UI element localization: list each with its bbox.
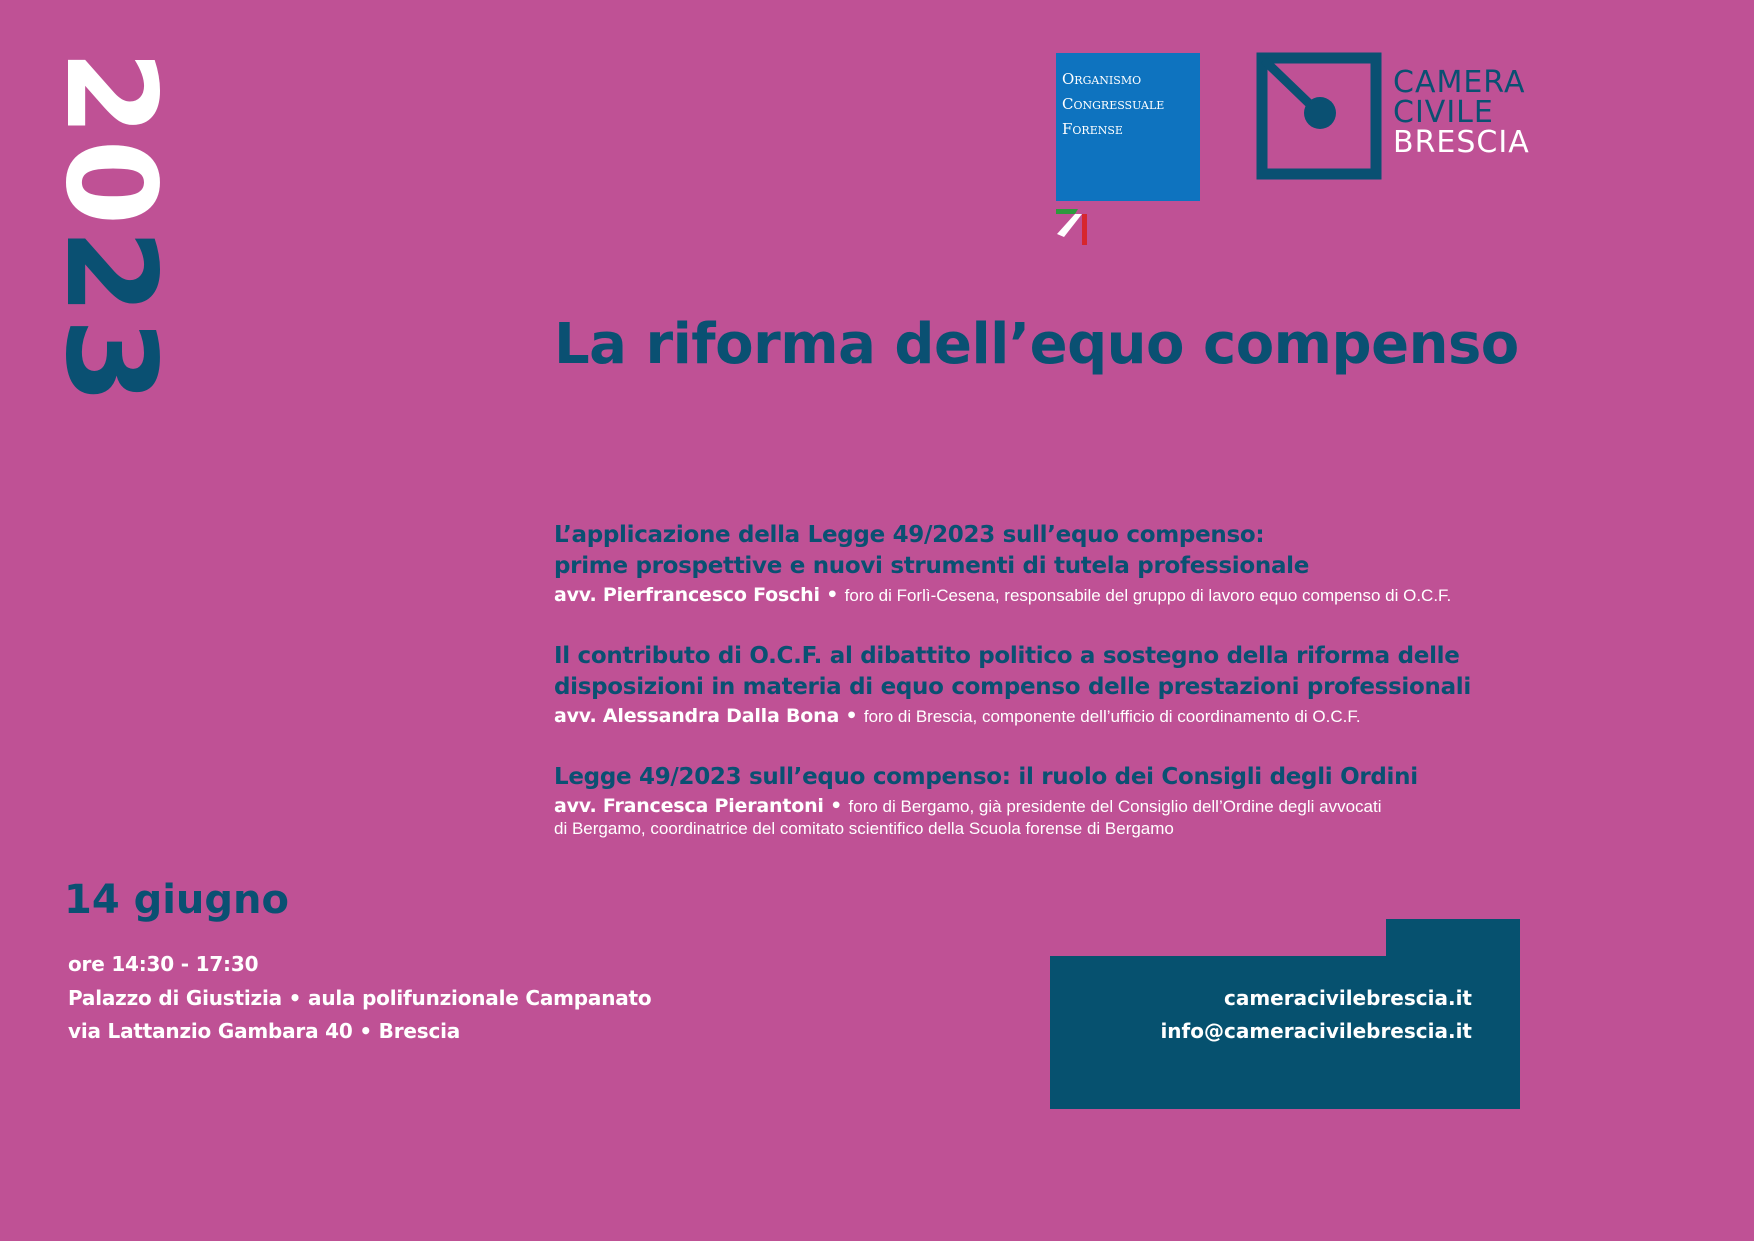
email-link[interactable]: info@cameracivilebrescia.it: [1160, 1019, 1472, 1043]
camera-civile-mark-icon: [1256, 52, 1384, 180]
event-date: 14 giugno: [64, 877, 289, 923]
year-part-2: 23: [38, 228, 182, 408]
talk-item: [554, 520, 1534, 607]
speaker-description: foro di Brescia, componente dell’ufficio di coordinamento di O.C.F.: [863, 707, 1361, 726]
talk-title-line: Il contributo di O.C.F. al dibattito politico a sostegno della riforma delle: [554, 643, 1460, 669]
speaker-description: foro di Forlì-Cesena, responsabile del gruppo di lavoro equo compenso di O.C.F.: [844, 586, 1452, 605]
ocf-logo-text: Organismo Congressuale Forense: [1062, 70, 1165, 138]
event-time: ore 14:30 - 17:30: [68, 952, 259, 976]
speaker-description: di Bergamo, coordinatrice del comitato scientifico della Scuola forense di Bergamo: [554, 819, 1174, 838]
talk-item: [554, 762, 1534, 840]
speaker-separator: •: [819, 584, 845, 606]
talk-item: [554, 641, 1534, 728]
wordmark-civile: CIVILE: [1393, 95, 1494, 130]
speaker-name: avv. Alessandra Dalla Bona: [554, 705, 840, 727]
speaker-name: avv. Francesca Pierantoni: [554, 795, 824, 817]
speaker-separator: •: [839, 705, 864, 727]
event-address: via Lattanzio Gambara 40 • Brescia: [68, 1019, 461, 1043]
talk-speaker-line: [554, 795, 1534, 818]
italian-flag-mark-icon: [1056, 153, 1096, 249]
talk-title-line: L’applicazione della Legge 49/2023 sull’equo compenso:: [554, 522, 1265, 548]
talk-title-line: Legge 49/2023 sull’equo compenso: il ruolo dei Consigli degli Ordini: [554, 764, 1418, 790]
talk-title-line: disposizioni in materia di equo compenso delle prestazioni professionali: [554, 674, 1471, 700]
camera-civile-wordmark: [1393, 65, 1533, 160]
wordmark-brescia: BRESCIA: [1393, 125, 1530, 160]
talk-title-line: prime prospettive e nuovi strumenti di tutela professionale: [554, 553, 1310, 579]
speaker-description: foro di Bergamo, già presidente del Consiglio dell’Ordine degli avvocati: [848, 797, 1382, 816]
talk-speaker-line: [554, 584, 1534, 607]
year-label: [38, 50, 182, 408]
speaker-name: avv. Pierfrancesco Foschi: [554, 584, 820, 606]
wordmark-camera: CAMERA: [1393, 65, 1526, 100]
contact-box-tab: [1386, 919, 1520, 959]
talk-speaker-line-continued: [554, 818, 1534, 840]
page-title: La riforma dell’equo compenso: [554, 312, 1519, 377]
speaker-separator: •: [823, 795, 849, 817]
talk-speaker-line: [554, 705, 1534, 728]
year-part-1: 20: [38, 50, 182, 229]
ocf-logo: [1056, 53, 1200, 201]
website-link[interactable]: cameracivilebrescia.it: [1223, 986, 1472, 1010]
event-place: Palazzo di Giustizia • aula polifunzionale Campanato: [68, 986, 652, 1010]
